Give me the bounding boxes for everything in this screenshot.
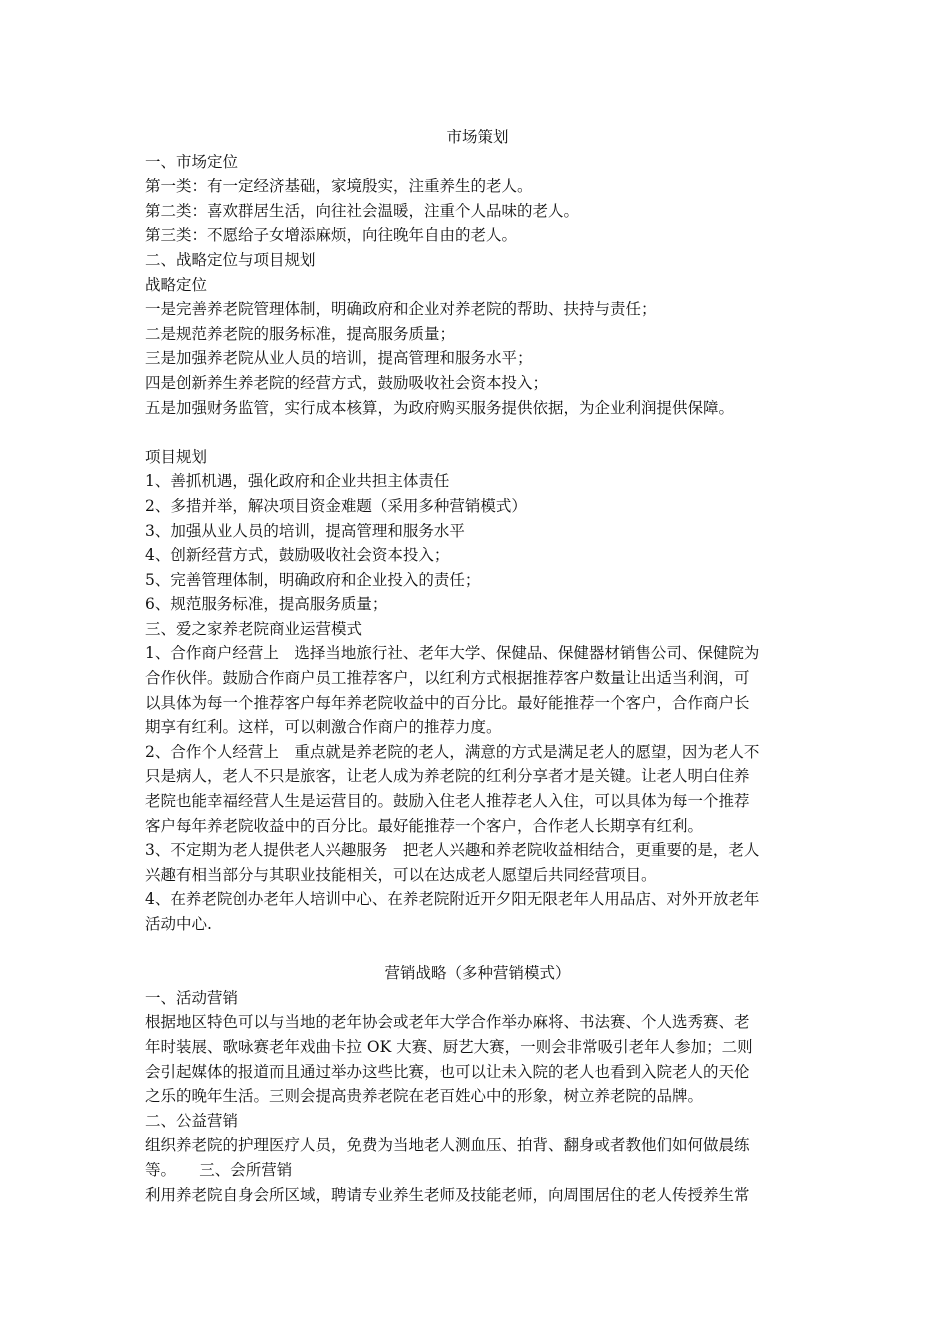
activity-paragraph-line: 会引起媒体的报道而且通过举办这些比赛，也可以让未入院的老人也看到入院老人的天伦: [145, 1062, 750, 1081]
activity-paragraph-line: 之乐的晚年生活。三则会提高贵养老院在老百姓心中的形象，树立养老院的品牌。: [145, 1087, 704, 1106]
planning-item: 1、善抓机遇，强化政府和企业共担主体责任: [145, 472, 450, 491]
blank-line: [145, 937, 810, 962]
strategy-item: 五是加强财务监管，实行成本核算，为政府购买服务提供依据，为企业利润提供保障。: [145, 398, 735, 417]
business-paragraph-line: 兴趣有相当部分与其职业技能相关，可以在达成老人愿望后共同经营项目。: [145, 865, 657, 884]
business-paragraph-line: 合作伙伴。鼓励合作商户员工推荐客户，以红利方式根据推荐客户数量让出适当利润，可: [145, 669, 750, 688]
activity-paragraph-line: 根据地区特色可以与当地的老年协会或老年大学合作举办麻将、书法赛、个人选秀赛、老: [145, 1013, 750, 1032]
document-title: 市场策划: [446, 128, 509, 146]
subheading-strategy: 战略定位: [145, 275, 208, 294]
activity-paragraph-line: 年时装展、歌咏赛老年戏曲卡拉 OK 大赛、厨艺大赛，一则会非常吸引老年人参加；二则: [145, 1037, 753, 1056]
section-heading-market-positioning: 一、市场定位: [145, 152, 239, 171]
positioning-item: 第三类：不愿给子女增添麻烦，向往晚年自由的老人。: [145, 226, 518, 245]
planning-item: 6、规范服务标准，提高服务质量；: [145, 595, 388, 614]
business-paragraph-line: 活动中心.: [145, 915, 212, 933]
blank-line: [145, 420, 810, 445]
strategy-item: 二是规范养老院的服务标准，提高服务质量；: [145, 324, 456, 343]
business-paragraph-line: 只是病人，老人不只是旅客，让老人成为养老院的红利分享者才是关键。让老人明白住养: [145, 767, 750, 786]
section-heading-charity-marketing: 二、公益营销: [145, 1111, 239, 1130]
charity-paragraph-line: 等。 三、会所营销: [145, 1160, 293, 1179]
business-paragraph-line: 期享有红利。这样，可以刺激合作商户的推荐力度。: [145, 718, 502, 737]
planning-item: 2、多措并举，解决项目资金难题（采用多种营销模式）: [145, 496, 527, 515]
business-paragraph-line: 以具体为每一个推荐客户每年养老院收益中的百分比。最好能推荐一个客户，合作商户长: [145, 693, 750, 712]
business-paragraph-line: 2、合作个人经营上 重点就是养老院的老人，满意的方式是满足老人的愿望，因为老人不: [145, 742, 760, 761]
business-paragraph-line: 4、在养老院创办老年人培训中心、在养老院附近开夕阳无限老年人用品店、对外开放老年: [145, 890, 760, 909]
strategy-item: 三是加强养老院从业人员的培训，提高管理和服务水平；: [145, 349, 533, 368]
marketing-title: 营销战略（多种营销模式）: [384, 964, 571, 983]
charity-paragraph-line: 组织养老院的护理医疗人员，免费为当地老人测血压、拍背、翻身或者教他们如何做晨练: [145, 1136, 750, 1155]
business-paragraph-line: 老院也能幸福经营人生是运营目的。鼓励入住老人推荐老人入住，可以具体为每一个推荐: [145, 792, 750, 811]
business-paragraph-line: 3、不定期为老人提供老人兴趣服务 把老人兴趣和养老院收益相结合，更重要的是，老人: [145, 841, 760, 860]
business-paragraph-line: 客户每年养老院收益中的百分比。最好能推荐一个客户，合作老人长期享有红利。: [145, 816, 704, 835]
planning-item: 5、完善管理体制，明确政府和企业投入的责任；: [145, 570, 481, 589]
planning-item: 3、加强从业人员的培训，提高管理和服务水平: [145, 521, 465, 540]
strategy-item: 一是完善养老院管理体制，明确政府和企业对养老院的帮助、扶持与责任；: [145, 300, 657, 319]
section-heading-activity-marketing: 一、活动营销: [145, 988, 239, 1007]
positioning-item: 第一类：有一定经济基础，家境殷实，注重养生的老人。: [145, 177, 533, 196]
subheading-project-planning: 项目规划: [145, 447, 208, 466]
business-paragraph-line: 1、合作商户经营上 选择当地旅行社、老年大学、保健品、保健器材销售公司、保健院为: [145, 644, 760, 663]
planning-item: 4、创新经营方式，鼓励吸收社会资本投入；: [145, 546, 450, 565]
section-heading-strategy: 二、战略定位与项目规划: [145, 250, 316, 269]
positioning-item: 第二类：喜欢群居生活，向往社会温暖，注重个人品味的老人。: [145, 201, 580, 220]
club-paragraph-line: 利用养老院自身会所区域，聘请专业养生老师及技能老师，向周围居住的老人传授养生常: [145, 1185, 750, 1204]
strategy-item: 四是创新养生养老院的经营方式，鼓励吸收社会资本投入；: [145, 373, 549, 392]
section-heading-business-model: 三、爱之家养老院商业运营模式: [145, 619, 363, 638]
document-page: [145, 125, 810, 1207]
